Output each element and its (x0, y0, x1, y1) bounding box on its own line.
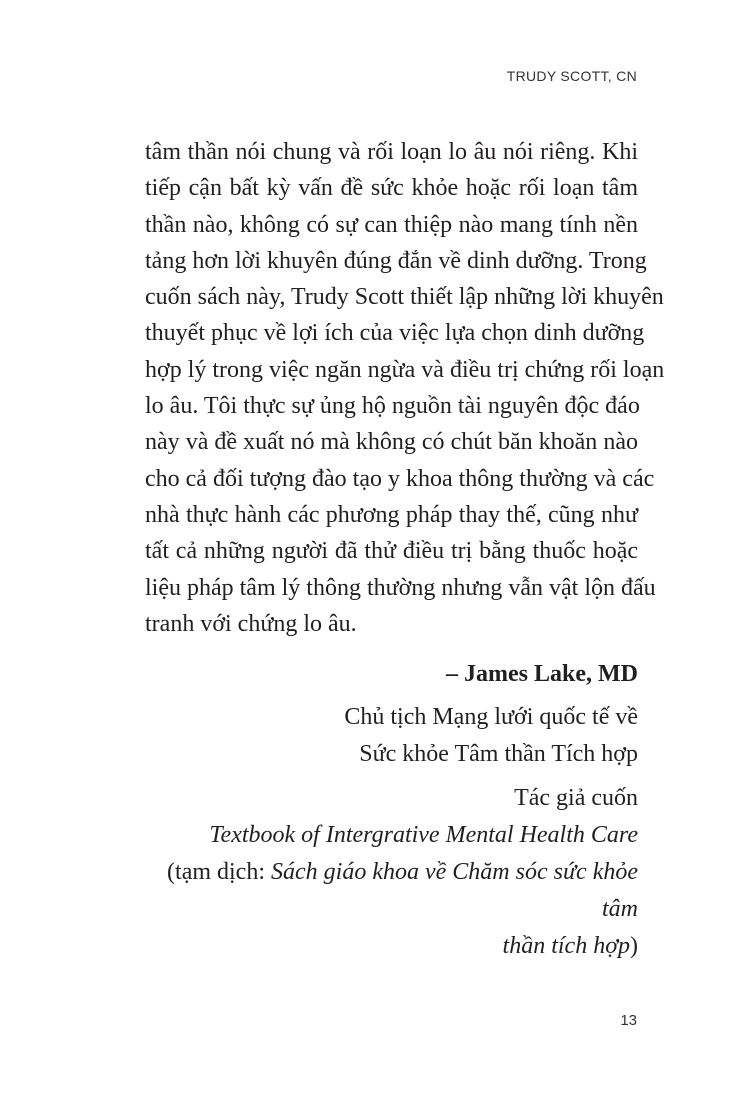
body-line: tất cả những người đã thử điều trị bằng thuốc hoặc (145, 538, 638, 565)
body-line: nhà thực hành các phương pháp thay thế, cũng như (145, 501, 638, 528)
body-line: này và đề xuất nó mà không có chút băn khoăn nào (145, 429, 638, 456)
translation-title-2: thần tích hợp (502, 933, 630, 959)
running-head: TRUDY SCOTT, CN (506, 68, 637, 84)
body-line: cuốn sách này, Trudy Scott thiết lập những lời khuyên (145, 284, 664, 311)
body-line: tranh với chứng lo âu. (145, 610, 357, 637)
body-line: liệu pháp tâm lý thông thường nhưng vẫn vật lộn đấu (145, 574, 656, 601)
signature-title-line-2: Sức khỏe Tâm thần Tích hợp (359, 741, 638, 767)
body-line: cho cả đối tượng đào tạo y khoa thông thường và các (145, 465, 655, 492)
page-number: 13 (620, 1012, 637, 1029)
body-line: lo âu. Tôi thực sự ủng hộ nguồn tài nguyên độc đáo (145, 393, 640, 420)
body-line: hợp lý trong việc ngăn ngừa và điều trị chứng rối loạn (145, 356, 665, 383)
translation-suffix: ) (630, 933, 638, 959)
body-text (145, 134, 665, 642)
body-line: thuyết phục về lợi ích của việc lựa chọn dinh dưỡng (145, 320, 645, 347)
translation-line-1 (145, 854, 638, 928)
body-line: thần nào, không có sự can thiệp nào mang tính nền (145, 211, 638, 238)
translation-line-2 (145, 928, 638, 965)
signature-name: – James Lake, MD (446, 661, 638, 687)
author-of-label: Tác giả cuốn (514, 785, 638, 811)
signature-title-line-1: Chủ tịch Mạng lưới quốc tế về (344, 704, 638, 730)
translation-title-1: Sách giáo khoa về Chăm sóc sức khỏe tâm (271, 859, 638, 922)
body-line: tảng hơn lời khuyên đúng đắn về dinh dưỡng. Trong (145, 247, 647, 274)
signature-block (145, 656, 638, 965)
translation-prefix: (tạm dịch: (167, 859, 271, 885)
body-line: tiếp cận bất kỳ vấn đề sức khỏe hoặc rối loạn tâm (145, 175, 638, 202)
book-title: Textbook of Intergrative Mental Health Care (209, 822, 638, 848)
body-line: tâm thần nói chung và rối loạn lo âu nói riêng. Khi (145, 139, 638, 165)
